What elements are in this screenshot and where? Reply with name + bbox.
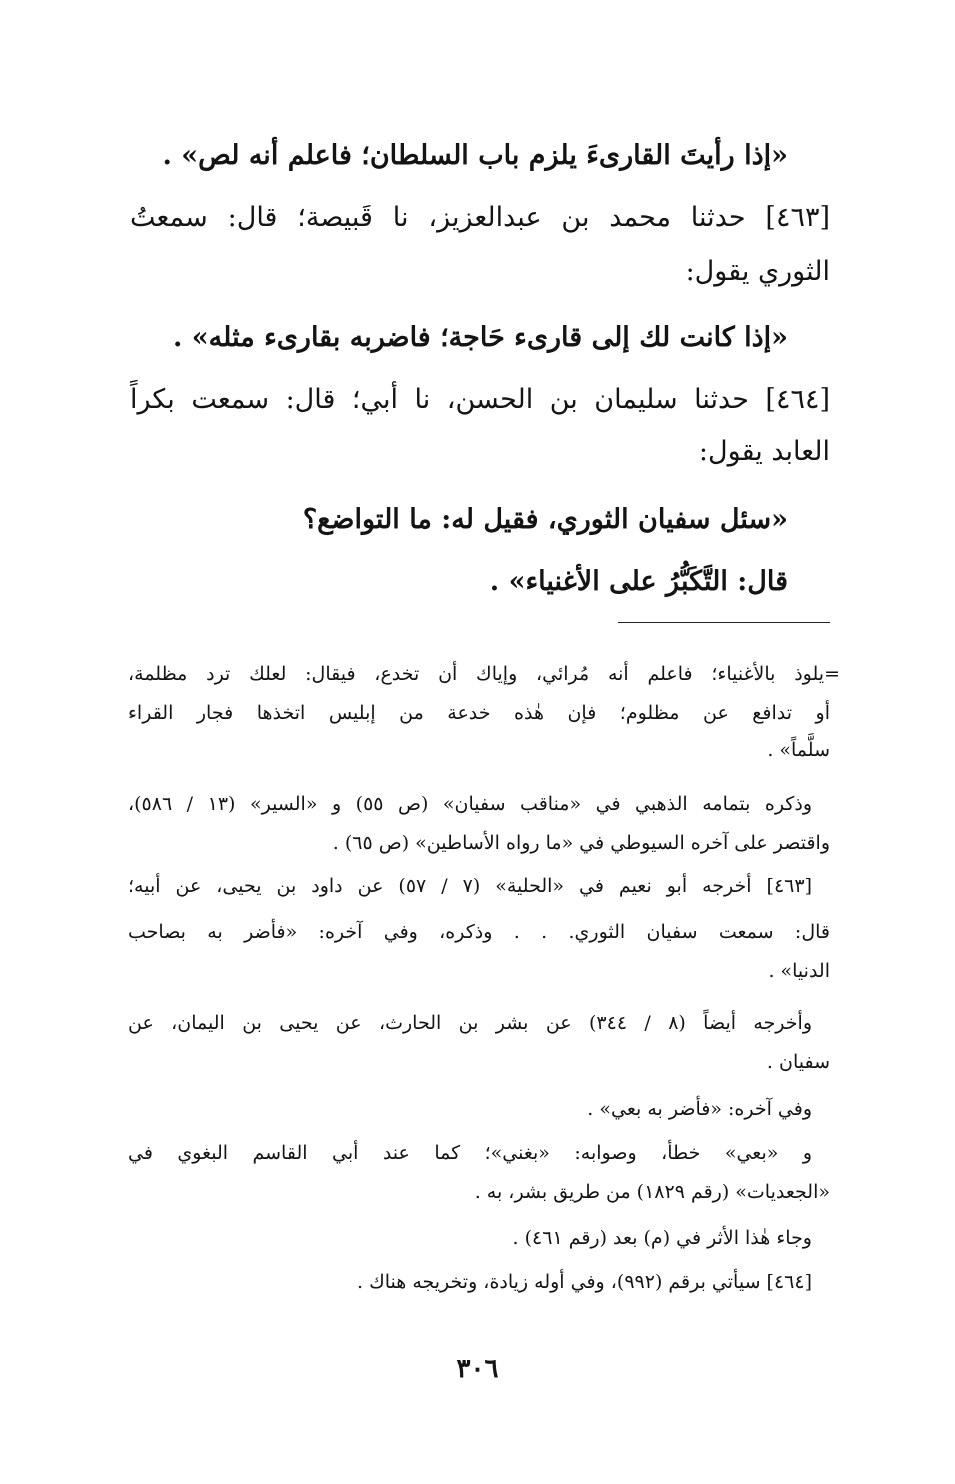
footnote-line: أو تدافع عن مظلوم؛ فإن هٰذه خدعة من إبليس اتخذها فجار القراء — [128, 702, 830, 724]
footnote-line: سفيان . — [766, 1051, 830, 1073]
footnote-line: [٤٦٤] سيأتي برقم (٩٩٢)، وفي أوله زيادة، وتخريجه هناك . — [357, 1271, 812, 1293]
footnote-line: سلَّماً» . — [767, 739, 830, 761]
footnote-line: =يلوذ بالأغنياء؛ فاعلم أنه مُرائي، وإياك أن تخدع، فيقال: لعلك ترد مظلمة، — [128, 663, 840, 685]
narration-463-line-2: الثوري يقول: — [685, 256, 830, 287]
narration-463-line-1: [٤٦٣] حدثنا محمد بن عبدالعزيز، نا قَبيصة؛ قال: سمعتُ — [130, 202, 830, 233]
footnote-line: «الجعديات» (رقم ١٨٢٩) من طريق بشر، به . — [474, 1181, 830, 1203]
quote-line-1: «إذا رأيتَ القارىءَ يلزم باب السلطان؛ فاعلم أنه لص» . — [162, 140, 788, 171]
narration-464-line-2: العابد يقول: — [698, 436, 830, 467]
footnote-line: و «بعي» خطأ، وصوابه: «بغني»؛ كما عند أبي القاسم البغوي في — [128, 1142, 812, 1164]
footnote-line: وأخرجه أيضاً (٨ / ٣٤٤) عن بشر بن الحارث، عن يحيى بن اليمان، عن — [128, 1012, 812, 1034]
footnote-line: وجاء هٰذا الأثر في (م) بعد (رقم ٤٦١) . — [512, 1227, 812, 1249]
footnote-line: الدنيا» . — [768, 960, 830, 982]
footnote-line: [٤٦٣] أخرجه أبو نعيم في «الحلية» (٧ / ٥٧) عن داود بن يحيى، عن أبيه؛ — [128, 875, 812, 897]
footnote-separator — [618, 622, 830, 623]
quote-line-3: «سئل سفيان الثوري، فقيل له: ما التواضع؟ — [302, 504, 788, 535]
footnote-line: وفي آخره: «فأضر به بعي» . — [587, 1098, 812, 1120]
footnote-line: قال: سمعت سفيان الثوري. . . وذكره، وفي آخره: «فأضر به بصاحب — [128, 921, 830, 943]
quote-line-4: قال: التَّكَبُّرُ على الأغنياء» . — [489, 566, 788, 597]
quote-line-2: «إذا كانت لك إلى قارىء حَاجة؛ فاضربه بقارىء مثله» . — [172, 322, 788, 353]
footnote-line: واقتصر على آخره السيوطي في «ما رواه الأساطين» (ص ٦٥) . — [332, 832, 830, 854]
page-number: ٣٠٦ — [456, 1354, 499, 1384]
footnote-line: وذكره بتمامه الذهبي في «مناقب سفيان» (ص ٥٥) و «السير» (١٣ / ٥٨٦)، — [128, 793, 812, 815]
narration-464-line-1: [٤٦٤] حدثنا سليمان بن الحسن، نا أبي؛ قال: سمعت بكراً — [130, 384, 830, 415]
